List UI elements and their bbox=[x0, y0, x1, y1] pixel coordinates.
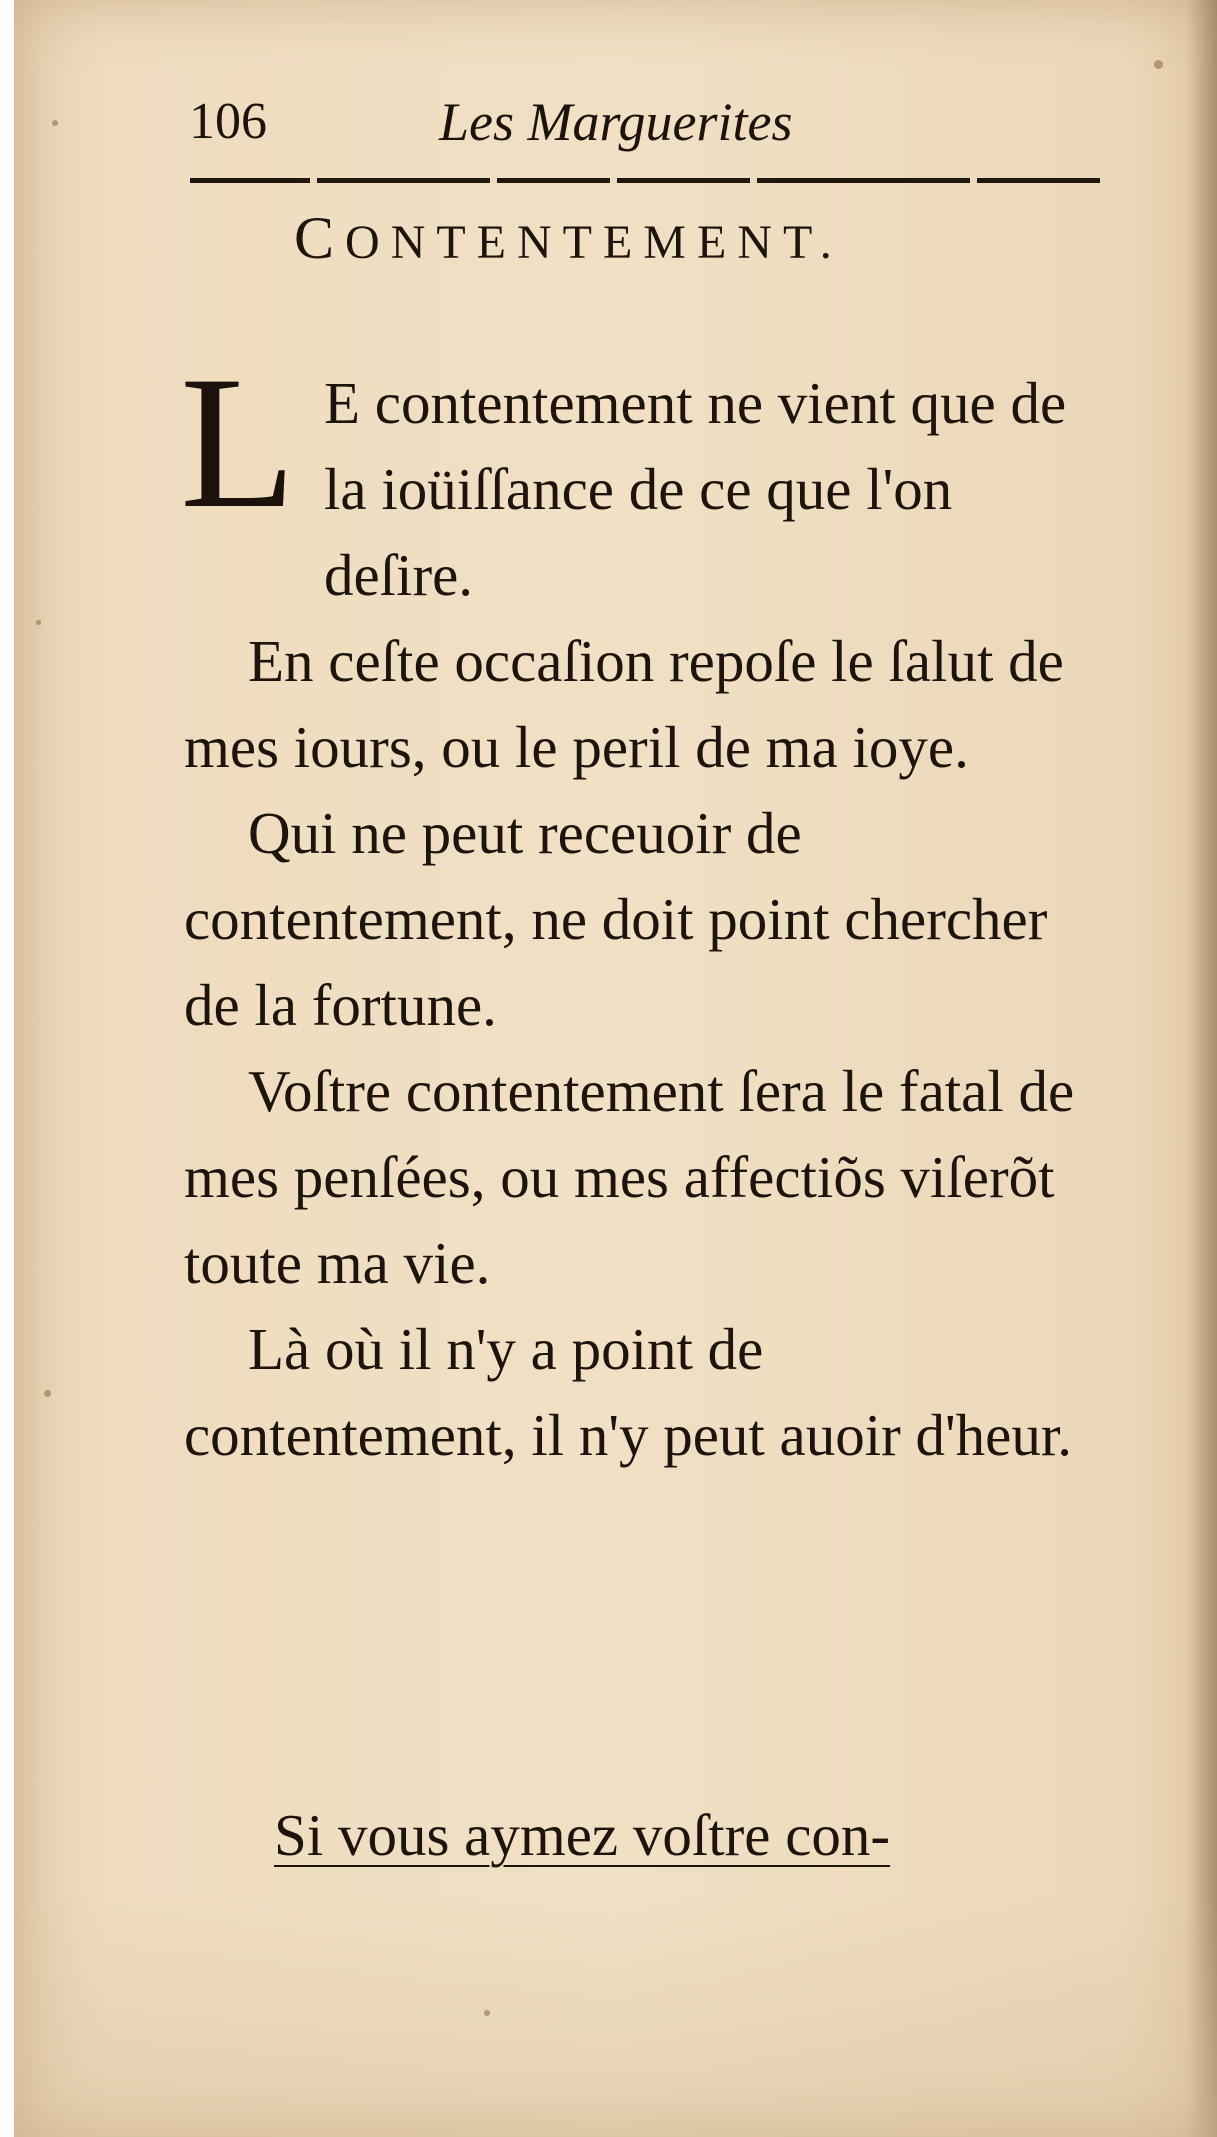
page-edge-shadow bbox=[1187, 0, 1217, 2137]
body-text bbox=[180, 338, 1104, 1478]
paragraph: Là où il n'y a point de contentement, il n'y peut auoir d'heur. bbox=[184, 1316, 1072, 1468]
section-title-initial: C bbox=[294, 205, 346, 271]
header-rule bbox=[190, 178, 1100, 183]
paragraph: En ceſte occaſion repoſe le ſalut de mes iours, ou le peril de ma ioye. bbox=[184, 628, 1064, 780]
drop-cap: L bbox=[180, 338, 297, 548]
paper-speck bbox=[36, 620, 41, 625]
catchline: Si vous aymez voſtre con- bbox=[274, 1802, 891, 1868]
page-bottom-margin bbox=[14, 1895, 1217, 2137]
paper-speck bbox=[44, 1390, 51, 1397]
page-number: 106 bbox=[189, 93, 267, 150]
running-head bbox=[189, 92, 1089, 152]
section-title bbox=[294, 205, 843, 271]
running-title: Les Marguerites bbox=[439, 92, 793, 152]
book-page bbox=[14, 0, 1217, 2137]
paper-speck bbox=[1154, 60, 1163, 69]
section-title-rest: ONTENTEMENT. bbox=[345, 216, 843, 269]
paragraph-text: E contentement ne vient que de la ioüiſſance de ce que l'on deſire. bbox=[324, 370, 1067, 608]
paper-speck bbox=[484, 2010, 490, 2016]
paper-speck bbox=[52, 120, 58, 126]
paragraph: Voſtre contentement ſera le fatal de mes penſées, ou mes affectiõs viſerõt toute ma vie. bbox=[184, 1058, 1075, 1296]
paragraph: Qui ne peut receuoir de contentement, ne doit point chercher de la fortune. bbox=[184, 800, 1048, 1038]
paragraph bbox=[180, 338, 1104, 618]
